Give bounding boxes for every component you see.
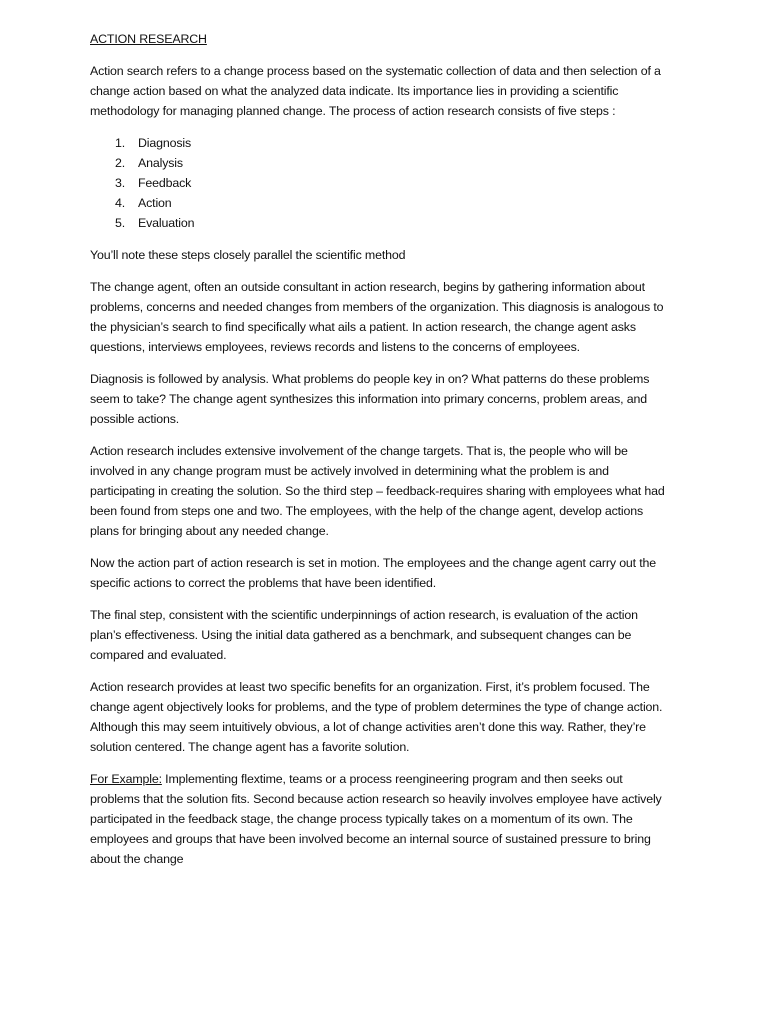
step-label: Analysis (138, 156, 183, 170)
document-title: ACTION RESEARCH (90, 32, 207, 46)
list-item (115, 213, 670, 233)
feedback-paragraph: Action research includes extensive involvement of the change targets. That is, the people who will be involved in any change program must be actively involved in determining what the problem is and participating in creating the solution. So the third step – feedback-requires sharing with employees what had been found from steps one and two. The employees, with the help of the change agent, develop actions plans for bringing about any needed change. (90, 444, 665, 538)
steps-list (90, 133, 670, 233)
step-number: 5. (115, 216, 126, 230)
example-text: Implementing flextime, teams or a process reengineering program and then seeks out problems that the solution fits. Second because action research so heavily involves employee have actively participated in the feedback stage, the change process typically takes on a momentum of its own. The employees and groups that have been involved become an internal source of sustained pressure to bring about the change (90, 772, 662, 866)
list-item (115, 173, 670, 193)
scientific-method-paragraph: You’ll note these steps closely parallel the scientific method (90, 248, 406, 262)
document-page (90, 29, 670, 881)
step-label: Action (138, 196, 172, 210)
step-label: Feedback (138, 176, 192, 190)
example-paragraph (90, 769, 670, 869)
example-label: For Example: (90, 772, 162, 786)
list-item (115, 193, 670, 213)
step-label: Diagnosis (138, 136, 192, 150)
benefits-paragraph: Action research provides at least two specific benefits for an organization. First, it’s problem focused. The change agent objectively looks for problems, and the type of problem determines the type of change action. Although this may seem intuitively obvious, a lot of change activities aren’t done this way. Rather, they’re solution centered. The change agent has a favorite solution. (90, 680, 663, 754)
action-paragraph: Now the action part of action research is set in motion. The employees and the change agent carry out the specific actions to correct the problems that have been identified. (90, 556, 657, 590)
analysis-paragraph: Diagnosis is followed by analysis. What problems do people key in on? What patterns do these problems seem to take? The change agent synthesizes this information into primary concerns, problem areas, and possible actions. (90, 372, 650, 426)
intro-paragraph: Action search refers to a change process based on the systematic collection of data and then selection of a change action based on what the analyzed data indicate. Its importance lies in providing a scientific methodology for managing planned change. The process of action research consists of five steps : (90, 64, 661, 118)
list-item (115, 133, 670, 153)
evaluation-paragraph: The final step, consistent with the scientific underpinnings of action research, is evaluation of the action plan’s effectiveness. Using the initial data gathered as a benchmark, and subsequent changes can be compared and evaluated. (90, 608, 638, 662)
change-agent-paragraph: The change agent, often an outside consultant in action research, begins by gathering information about problems, concerns and needed changes from members of the organization. This diagnosis is analogous to the physician’s search to find specifically what ails a patient. In action research, the change agent asks questions, interviews employees, reviews records and listens to the concerns of employees. (90, 280, 664, 354)
list-item (115, 153, 670, 173)
step-label: Evaluation (138, 216, 195, 230)
step-number: 4. (115, 196, 126, 210)
step-number: 1. (115, 136, 126, 150)
step-number: 3. (115, 176, 126, 190)
step-number: 2. (115, 156, 126, 170)
